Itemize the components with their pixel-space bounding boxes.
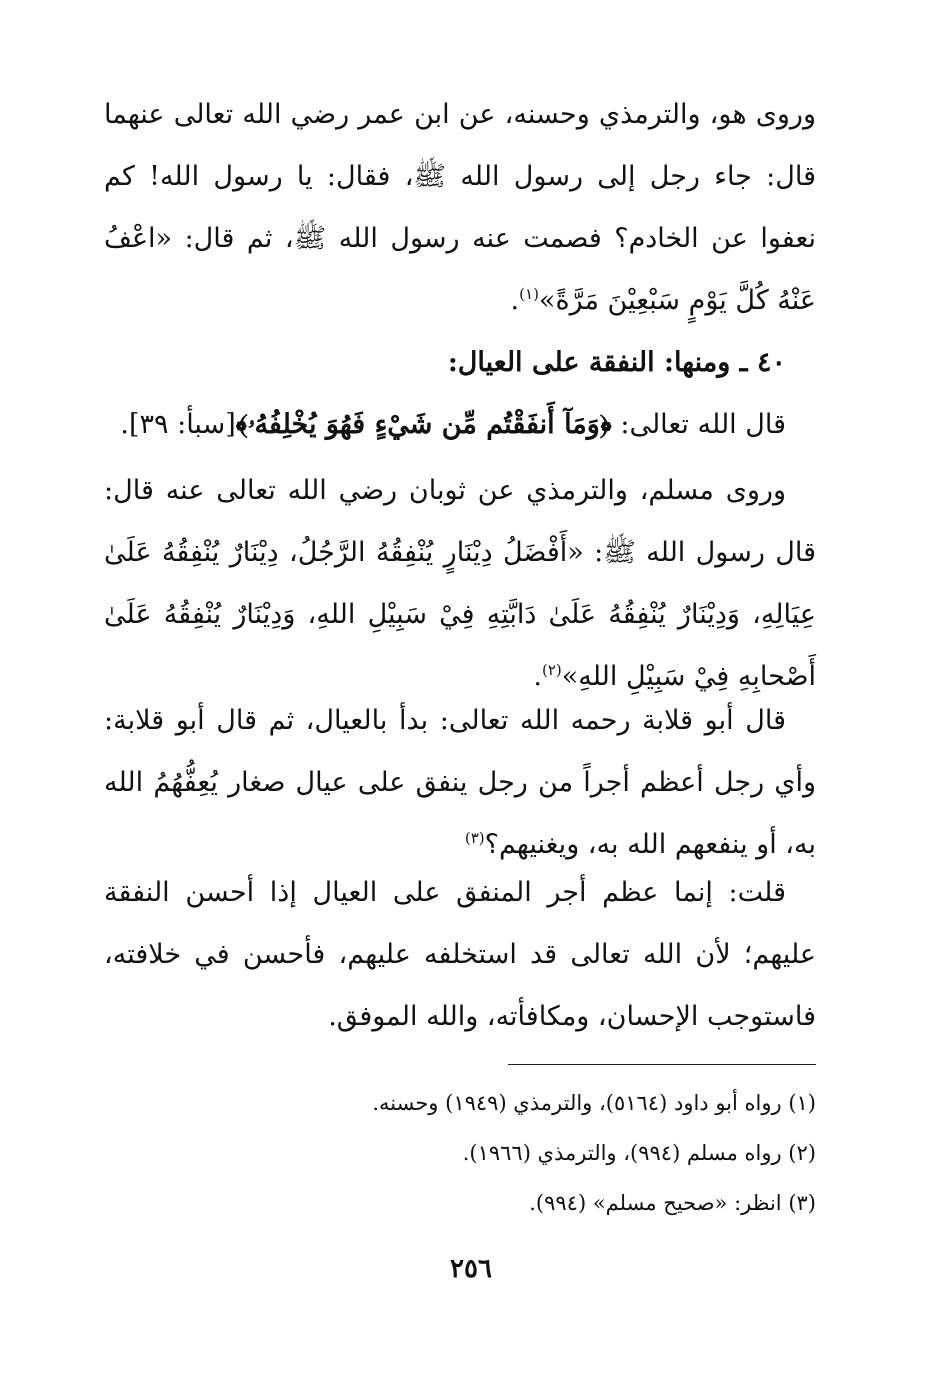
paragraph-text: قلت: إنما عظم أجر المنفق على العيال إذا أحسن النفقة عليهم؛ لأن الله تعالى قد استخلفه عليهم، فأحسن في خلافته، فاستوجب الإحسان، ومكافأته، والله الموفق. (104, 877, 816, 1032)
footnote-3: (٣) انظر: «صحيح مسلم» (٩٩٤). (529, 1191, 816, 1215)
paragraph-text: قال أبو قلابة رحمه الله تعالى: بدأ بالعيال، ثم قال أبو قلابة: وأي رجل أعظم أجراً من رجل ينفق على عيال صغار يُعِفُّهُمُ الله به، أو ينفعهم الله به، ويغنيهم؟ (104, 705, 816, 860)
footnote-ref-1: (١) (519, 285, 539, 303)
footnote-2: (٢) رواه مسلم (٩٩٤)، والترمذي (١٩٦٦). (462, 1141, 816, 1165)
paragraph-text: وروى مسلم، والترمذي عن ثوبان رضي الله تعالى عنه قال: قال رسول الله ﷺ: «أَفْضَلُ دِيْنَارٍ يُنْفِقُهُ الرَّجُلُ، دِيْنَارٌ يُنْفِقُهُ عَلَىٰ عِيَالِهِ، وَدِيْنَارٌ يُنْفِقُهُ عَلَىٰ دَابَّتِهِ فِيْ سَبِيْلِ اللهِ، وَدِيْنَارٌ يُنْفِقُهُ عَلَىٰ أَصْحابِهِ فِيْ سَبِيْلِ اللهِ» (104, 475, 816, 692)
page-number: ٢٥٦ (450, 1254, 492, 1284)
footnotes (200, 1078, 816, 1228)
paragraph-abu-qilaba (104, 690, 816, 876)
paragraph-author-comment (104, 862, 816, 1048)
verse-intro: قال الله تعالى: (611, 409, 786, 440)
footnote-ref-2: (٢) (541, 661, 562, 679)
quran-verse-line (104, 394, 816, 456)
footnote-1: (١) رواه أبو داود (٥١٦٤)، والترمذي (١٩٤٩) وحسنه. (372, 1091, 816, 1115)
paragraph-text: وروى هو، والترمذي وحسنه، عن ابن عمر رضي الله تعالى عنهما قال: جاء رجل إلى رسول الله ﷺ، فقال: يا رسول الله! كم نعفوا عن الخادم؟ فصمت عنه رسول الله ﷺ، ثم قال: «اعْفُ عَنْهُ كُلَّ يَوْمٍ سَبْعِيْنَ مَرَّةً» (104, 99, 816, 316)
footnote-ref-3: (٣) (464, 829, 485, 847)
verse-reference: [سبأ: ٣٩]. (120, 409, 236, 440)
paragraph-end: . (510, 285, 520, 316)
paragraph-thawban-hadith (104, 460, 816, 708)
section-heading (104, 332, 816, 394)
paragraph-ibn-umar-hadith (104, 84, 816, 332)
heading-text: ٤٠ ـ ومنها: النفقة على العيال: (447, 347, 786, 378)
quran-verse: ﴿وَمَآ أَنفَقْتُم مِّن شَيْءٍ فَهُوَ يُخْلِفُهُۥ﴾ (235, 409, 612, 440)
footnote-divider (508, 1064, 816, 1065)
paragraph-end: . (533, 661, 542, 692)
